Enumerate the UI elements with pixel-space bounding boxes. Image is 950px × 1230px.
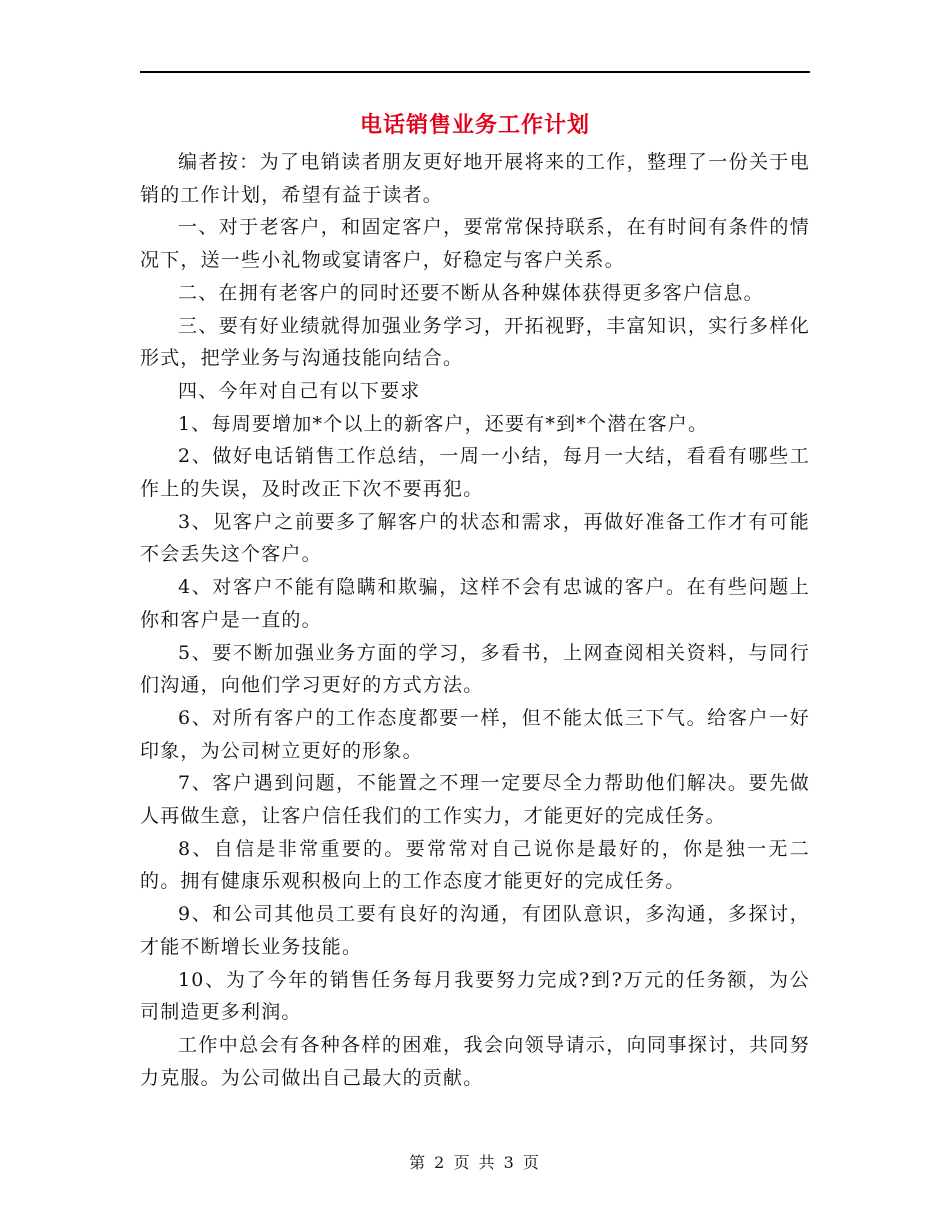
document-body: [140, 146, 810, 1094]
paragraph-section-3: 三、要有好业绩就得加强业务学习，开拓视野，丰富知识，实行多样化形式，把学业务与沟通技能向结合。: [140, 314, 810, 370]
paragraph-item-6: 6、对所有客户的工作态度都要一样，但不能太低三下气。给客户一好印象，为公司树立更好的形象。: [140, 706, 810, 762]
paragraph-item-1: 1、每周要增加*个以上的新客户，还要有*到*个潜在客户。: [178, 412, 709, 435]
document-title: 电话销售业务工作计划: [359, 112, 590, 138]
paragraph-item-8: 8、自信是非常重要的。要常常对自己说你是最好的，你是独一无二的。拥有健康乐观积极向上的工作态度才能更好的完成任务。: [140, 837, 810, 893]
header-rule: [140, 71, 810, 73]
paragraph-item-10: 10、为了今年的销售任务每月我要努力完成?到?万元的任务额，为公司制造更多利润。: [140, 968, 810, 1024]
paragraph-section-2: 二、在拥有老客户的同时还要不断从各种媒体获得更多客户信息。: [178, 281, 764, 304]
paragraph-section-4: 四、今年对自己有以下要求: [178, 379, 421, 402]
paragraph-item-5: 5、要不断加强业务方面的学习，多看书，上网查阅相关资料，与同行们沟通，向他们学习更好的方式方法。: [140, 641, 810, 697]
paragraph-conclusion: 工作中总会有各种各样的困难，我会向领导请示，向同事探讨，共同努力克服。为公司做出自己最大的贡献。: [140, 1033, 810, 1089]
paragraph-item-4: 4、对客户不能有隐瞒和欺骗，这样不会有忠诚的客户。在有些问题上你和客户是一直的。: [140, 576, 810, 631]
paragraph-item-9: 9、和公司其他员工要有良好的沟通，有团队意识，多沟通，多探讨，才能不断增长业务技能。: [140, 903, 810, 958]
paragraph-item-2: 2、做好电话销售工作总结，一周一小结，每月一大结，看看有哪些工作上的失误，及时改正下次不要再犯。: [140, 445, 810, 501]
paragraph-item-7: 7、客户遇到问题，不能置之不理一定要尽全力帮助他们解决。要先做人再做生意，让客户信任我们的工作实力，才能更好的完成任务。: [140, 772, 810, 828]
paragraph-item-3: 3、见客户之前要多了解客户的状态和需求，再做好准备工作才有可能不会丢失这个客户。: [140, 510, 810, 566]
paragraph-editor-note: 编者按：为了电销读者朋友更好地开展将来的工作，整理了一份关于电销的工作计划，希望有益于读者。: [140, 151, 810, 206]
paragraph-section-1: 一、对于老客户，和固定客户，要常常保持联系，在有时间有条件的情况下，送一些小礼物或宴请客户，好稳定与客户关系。: [140, 216, 810, 272]
page-number-footer: 第 2 页 共 3 页: [409, 1153, 541, 1172]
